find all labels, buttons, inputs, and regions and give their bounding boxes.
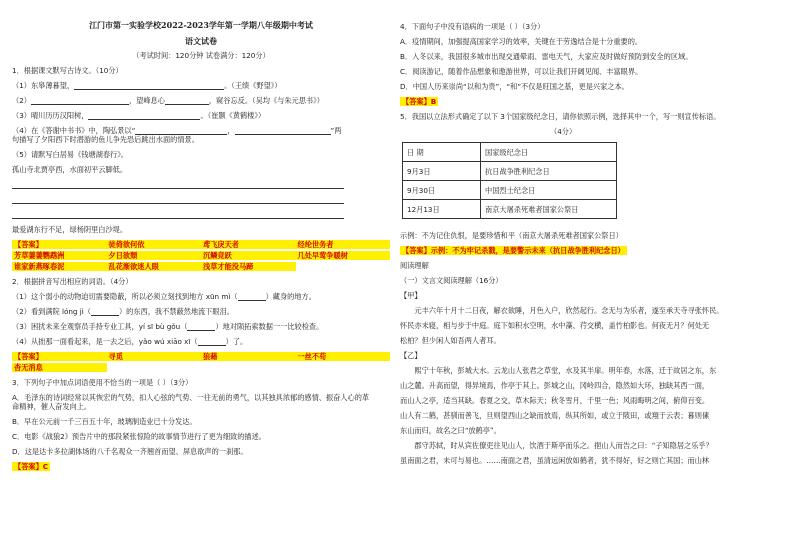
answer-item: 浅草才能没马蹄 xyxy=(201,262,296,271)
q1-item-4-cont: 句描写了夕阳西下时潜游的鱼儿争先恐后跳出水面的情景。 xyxy=(12,135,199,144)
q3-option-d: D．这是达卡多拉湖体场的八千名观众一齐翘首而望、屏息欲声的一刹那。 xyxy=(12,447,248,456)
passage-jia-line: 元丰六年十月十二日夜，解衣欲睡，月色入户，欣然起行。念无与为乐者，遂至承天寺寻张怀民。 xyxy=(414,306,724,315)
passage-yi-line: 熙宁十年秋，彭城大水。云龙山人张君之草堂，水及其半扉。明年春，水落，迁于故居之东，东 xyxy=(414,366,717,375)
answer-item: 狼藉 xyxy=(201,352,296,361)
answer-5: 【答案】示例：不为牢记杀戮，是要警示未来（抗日战争胜利纪念日） xyxy=(402,246,625,255)
q5-example: 示例：不为记住仇恨，是要珍惜和平（南京大屠杀死难者国家公祭日） xyxy=(400,231,623,240)
answer-item: 经纶世务者 xyxy=(296,240,391,249)
answer-3: 【答案】C xyxy=(14,462,49,471)
exam-title: 江门市第一实验学校2022-2023学年第一学期八年级期中考试 xyxy=(89,20,313,30)
q1-item-2: （2） ，望峰息心 ，窥谷忘反。（吴均《与朱元思书》） xyxy=(12,96,324,105)
passage-yi-line: 山之麓。升高而望，得异境焉，作亭于其上。彭城之山，冈岭四合，隐然如大环，独缺其西一面， xyxy=(400,381,710,390)
answer-1 xyxy=(12,240,390,271)
q4-option-d: D．中国人历来崇尚“以和为贵”，“和”不仅是旺国之基，更是兴家之本。 xyxy=(400,82,629,91)
table-cell-date: 9月30日 xyxy=(403,181,481,200)
table-header-row xyxy=(403,143,617,162)
answer-blank[interactable] xyxy=(12,211,344,219)
answer-item: 一丝不苟 xyxy=(296,352,391,361)
passage-yi-line: 东山而归，故名之曰“放鹤亭”。 xyxy=(400,426,501,435)
table-row xyxy=(403,181,617,200)
answer-label: 【答案】 xyxy=(12,352,107,361)
answer-blank[interactable] xyxy=(12,196,344,204)
answer-item: 寻觅 xyxy=(107,352,202,361)
answer-blank[interactable] xyxy=(88,112,200,120)
question-3: 3．下列句子中加点词语使用不恰当的一项是（ ）（3分） xyxy=(12,378,193,387)
answer-item: 夕日欲颓 xyxy=(107,251,202,260)
table-row xyxy=(403,200,617,219)
q2-item-1: （1）这个弱小的动物迫切需要隐蔽，所以必须立刻找到地方 xūn mì（ ）藏身的地方。 xyxy=(12,292,316,301)
q4-option-a: A．疫情期间，加强提高国家学习的效率，关键在于劳逸结合是十分重要的。 xyxy=(400,37,643,46)
answer-blank[interactable] xyxy=(12,181,344,189)
table-row xyxy=(403,162,617,181)
answer-label: 【答案】 xyxy=(12,240,107,249)
answer-item: 芳草萋萋鹦鹉洲 xyxy=(12,251,107,260)
answer-blank[interactable] xyxy=(235,127,331,135)
q1-item-5-end: 最爱湖东行不足，绿杨阴里白沙堤。 xyxy=(12,225,128,234)
answer-item: 沉鳞竞跃 xyxy=(201,251,296,260)
q2-item-2: （2）看到满院 lóng jì（ ）的东西，我不禁蔽然地流下眼泪。 xyxy=(12,307,234,316)
memorial-days-table xyxy=(402,142,617,219)
question-5-score: （4分） xyxy=(550,127,577,136)
left-column xyxy=(12,0,390,471)
q1-item-5-line-a: 孤山寺北贾亭西，水面初平云脚低。 xyxy=(12,165,128,174)
answer-blank[interactable] xyxy=(165,97,209,105)
answer-blank[interactable] xyxy=(198,338,226,346)
passage-yi-line: 山人有二鹤，甚驯而善飞，旦则望西山之缺而放焉，纵其所如，或立于陂田，或翔于云表；暮则傃 xyxy=(400,411,710,420)
q2-item-3: （3）困扰未来全观察员手持专业工具，yí sī bù gǒu（ ）地对陨拓索数据一一比较检查。 xyxy=(12,322,324,331)
question-2: 2．根据拼音写出相应的词语。（4分） xyxy=(12,277,133,286)
answer-blank[interactable] xyxy=(74,82,224,90)
right-column xyxy=(400,0,782,465)
q1-item-1: （1）东皋薄暮望， 。（王绩《野望》） xyxy=(12,81,282,90)
q3-option-a-cont: 命精神，催人奋发向上。 xyxy=(12,402,92,411)
q4-option-c: C．阅读游记，随着作品想象和遨游世界，可以让我们开阔见闻、丰富眼界。 xyxy=(400,67,643,76)
answer-item: 鸢飞戾天者 xyxy=(201,240,296,249)
question-1: 1．根据课文默写古诗文。（10分） xyxy=(12,66,123,75)
exam-subtitle: 语文试卷 xyxy=(185,36,217,46)
answer-2 xyxy=(12,352,390,372)
q3-option-c: C．电影《战狼2》预告片中的那段紧张惊险的故事情节进行了更为细致的描述。 xyxy=(12,432,266,441)
q3-option-b: B．早在公元前一千三百五十年，玻璃制造业已十分发达。 xyxy=(12,417,197,426)
q4-option-b: B．入冬以来，我国很多城市出现交通晕雨、雷电天气，大家应及时做好预防到安全的区域。 xyxy=(400,52,693,61)
reading-subheading: （一）文言文阅读理解（16分） xyxy=(400,276,503,285)
answer-blank[interactable] xyxy=(238,293,266,301)
answer-item: 谁家新燕啄春泥 xyxy=(12,262,107,271)
table-cell-date: 9月3日 xyxy=(403,162,481,181)
table-cell-day: 中国烈士纪念日 xyxy=(481,181,617,200)
passage-jia-label: 【甲】 xyxy=(400,291,422,300)
q1-item-4: （4）在《答谢中书书》中，陶弘景以“ ， ”两 xyxy=(12,126,342,135)
answer-2-grid xyxy=(12,352,390,372)
answer-item: 几处早莺争暖树 xyxy=(296,251,391,260)
q1-item-5-blank-3 xyxy=(12,210,390,219)
table-cell-day: 南京大屠杀死难者国家公祭日 xyxy=(481,200,617,219)
answer-blank[interactable] xyxy=(31,97,129,105)
table-cell-day: 抗日战争胜利纪念日 xyxy=(481,162,617,181)
q1-item-5-blank-1 xyxy=(12,180,390,189)
question-5: 5．我国以立法形式确定了以下 3个国家级纪念日，请你依照示例，选择其中一个，写一则宣传标语。 xyxy=(400,112,721,121)
answer-blank[interactable] xyxy=(187,323,215,331)
q1-item-5: （5）请默写白居易《钱塘湖春行》。 xyxy=(12,150,128,159)
answer-blank[interactable] xyxy=(91,308,119,316)
q1-item-3: （3）晴川历历汉阳树， 。（崔颢《黄鹤楼》） xyxy=(12,111,266,120)
passage-yi-line: 而山人之亭，适当其缺。春夏之交，草木际天；秋冬雪月，千里一色；风雨晦明之间，俯仰百变。 xyxy=(400,396,710,405)
q3-option-a: A．毛泽东的诗词经常以其恢宏的气势，扣人心弦的气势、一往无前的勇气，以其独具浓郁的感情、振奋人心的革 xyxy=(12,393,370,402)
exam-meta: （考试时间：120分钟 试卷满分：120分） xyxy=(132,51,270,60)
q1-item-5-blank-2 xyxy=(12,195,390,204)
question-4: 4．下面句子中没有语病的一项是（ ）（3分） xyxy=(400,22,545,31)
passage-yi-line: 郡守苏轼，时从宾佐僚吏往见山人，饮酒于斯亭而乐之。挹山人而告之曰：“子知隐居之乐乎？ xyxy=(414,441,713,450)
table-header-cell: 日 期 xyxy=(403,143,481,162)
answer-blank[interactable] xyxy=(135,127,227,135)
passage-jia-line: 松柏？但少闲人如吾两人者耳。 xyxy=(400,336,501,345)
q2-item-4: （4）从拙那一面看起来，是一去之后，yǎo wú xiāo xī（ ）了。 xyxy=(12,337,248,346)
answer-item: 徒倚欲何依 xyxy=(107,240,202,249)
reading-heading: 阅读理解 xyxy=(400,261,429,270)
answer-item: 杳无消息 xyxy=(12,363,107,372)
passage-yi-label: 【乙】 xyxy=(400,351,422,360)
table-header-cell: 国家级纪念日 xyxy=(481,143,617,162)
answer-4: 【答案】B xyxy=(402,97,437,106)
answer-1-grid xyxy=(12,240,390,271)
passage-jia-line: 怀民亦未寝，相与步于中庭。庭下如积水空明，水中藻、荇交横，盖竹柏影也。何夜无月？何处无 xyxy=(400,321,710,330)
answer-item: 乱花渐欲迷人眼 xyxy=(107,262,202,271)
table-cell-date: 12月13日 xyxy=(403,200,481,219)
passage-yi-line: 虽南面之君，未可与易也。……南面之君，虽清远闲放如鹤者，犹不得好，好之则亡其国；而山林 xyxy=(400,456,710,465)
